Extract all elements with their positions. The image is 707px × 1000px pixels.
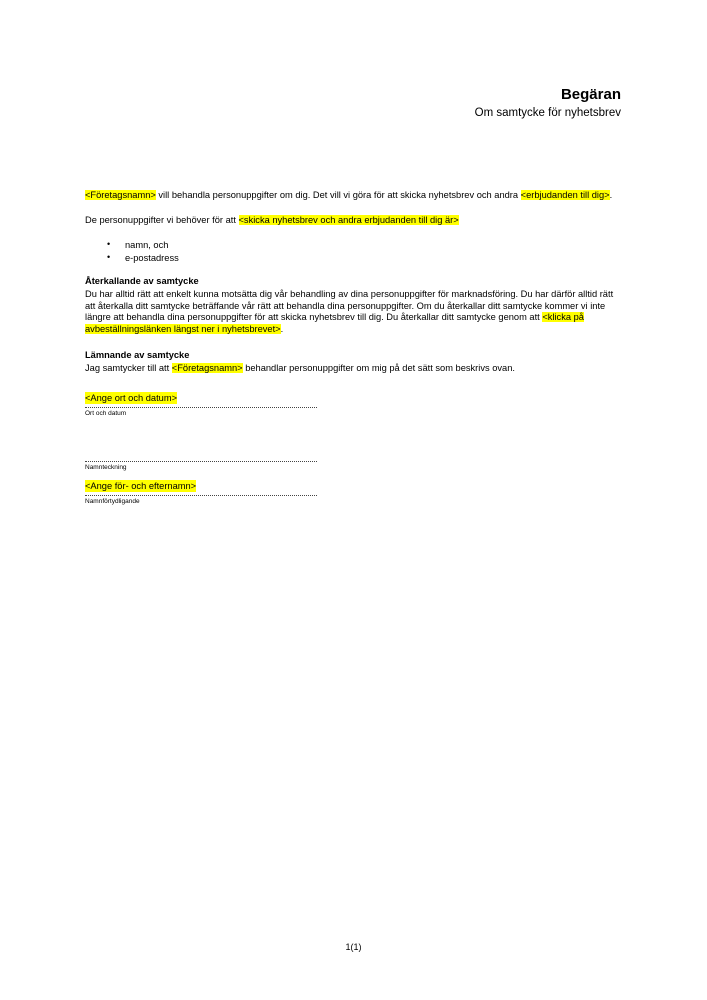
signature-caption: Namnteckning <box>85 464 127 472</box>
needed-data-list <box>85 239 617 265</box>
withdraw-text-part2: . <box>280 323 284 334</box>
consent-heading: Lämnande av samtycke <box>85 349 190 360</box>
signature-field[interactable] <box>85 461 617 472</box>
withdraw-heading: Återkallande av samtycke <box>85 276 199 287</box>
page-title: Begäran <box>560 86 621 103</box>
company-name-placeholder: <Företagsnamn> <box>85 190 156 200</box>
offer-placeholder: <erbjudanden till dig> <box>520 190 610 200</box>
place-date-caption: Ort och datum <box>85 410 127 418</box>
consent-paragraph <box>85 363 617 375</box>
list-item: • e-postadress <box>107 252 617 265</box>
withdraw-paragraph <box>85 289 617 335</box>
signature-space <box>85 418 617 460</box>
document-header <box>0 86 621 121</box>
place-date-value[interactable]: <Ange ort och datum> <box>85 393 177 404</box>
intro-text-end: . <box>609 190 613 200</box>
printed-name-field[interactable] <box>85 476 617 506</box>
consent-text-part2: behandlar personuppgifter om mig på det sätt som beskrivs ovan. <box>242 362 515 373</box>
page-subtitle: Om samtycke för nyhetsbrev <box>474 107 621 119</box>
signature-line <box>85 461 317 462</box>
document-body <box>85 190 617 506</box>
page-number: 1(1) <box>345 942 362 952</box>
needed-data-lead: De personuppgifter vi behöver för att <box>85 214 239 225</box>
place-date-field[interactable] <box>85 388 617 418</box>
withdraw-text-part1: Du har alltid rätt att enkelt kunna motsätta dig vår behandling av dina personuppgifter för marknadsföring. Du har därför alltid rätt att återkalla ditt samtycke beträffande vår rätt att behandla dina personuppgifter. Om du återkallar ditt samtycke kommer vi inte längre att behandla dina personuppgifter för att skicka nyhetsbrev till dig. Du återkallar ditt samtycke genom att <box>85 289 614 323</box>
consent-text-part1: Jag samtycker till att <box>85 362 172 373</box>
intro-paragraph <box>85 190 617 202</box>
printed-name-caption: Namnförtydligande <box>85 498 140 506</box>
needed-data-paragraph <box>85 215 617 227</box>
intro-text-after-company: vill behandla personuppgifter om dig. Det vill vi göra för att skicka nyhetsbrev och andra <box>155 190 521 200</box>
printed-name-value[interactable]: <Ange för- och efternamn> <box>85 481 197 492</box>
withdraw-highlight: <klicka på avbeställningslänken längst ner i nyhetsbrevet> <box>85 312 584 334</box>
list-item: • namn, och <box>107 239 617 252</box>
company-name-placeholder-2: <Företagsnamn> <box>171 362 243 373</box>
printed-name-line <box>85 495 317 496</box>
page-footer <box>0 942 707 952</box>
purpose-placeholder: <skicka nyhetsbrev och andra erbjudanden till dig är> <box>238 214 459 225</box>
place-date-line <box>85 407 317 408</box>
